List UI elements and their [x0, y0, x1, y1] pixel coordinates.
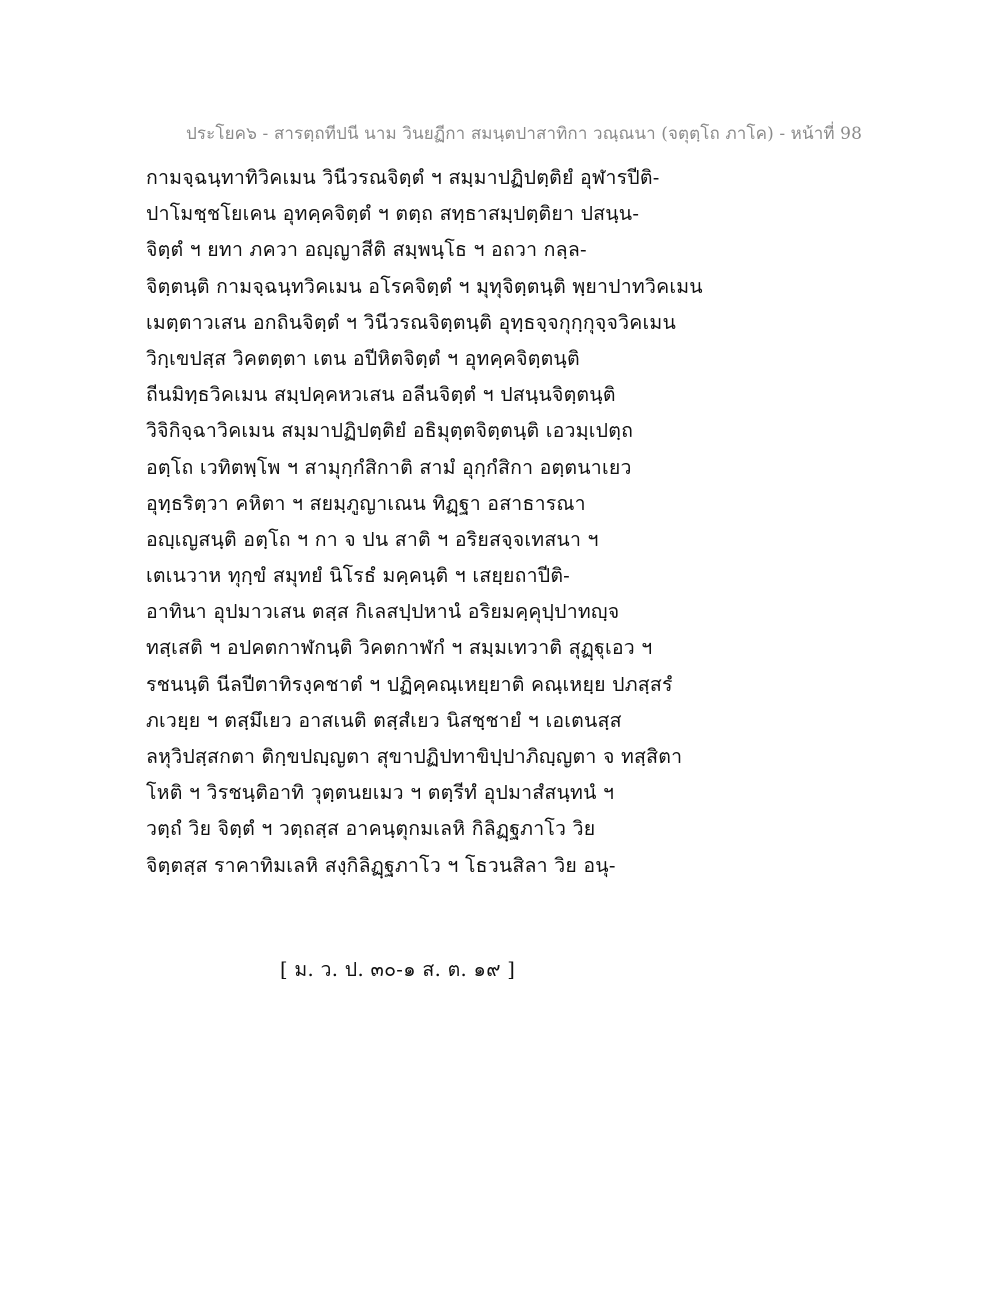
text-line: จิตฺตนฺติ กามจฺฉนฺทวิคเมน อโรคจิตฺตํ ฯ มุทุจิตฺตนฺติ พฺยาปาทวิคเมน — [146, 274, 703, 298]
text-line: ลหุวิปสฺสกตา ติกฺขปญฺญตา สุขาปฏิปทาขิปฺปาภิญฺญตา จ ทสฺสิตา — [146, 745, 683, 768]
text-line: อญฺเญสนฺติ อตฺโถ ฯ กา จ ปน สาติ ฯ อริยสจฺจเทสนา ฯ — [146, 527, 599, 551]
body-text — [146, 160, 906, 884]
text-line: อุทฺธริตฺวา คหิตา ฯ สยมฺภูญาเณน ทิฏฺฐา อสาธารณา — [146, 491, 586, 515]
text-line: รชนนฺติ นีลปีตาทิรงฺคชาตํ ฯ ปฏิคฺคณฺเหยฺยาติ คณฺเหยฺย ปภสฺสรํ — [146, 672, 673, 696]
footnote-reference: [ ม. ว. ป. ๓๐-๑ ส. ต. ๑๙ ] — [280, 958, 516, 981]
text-line: โหติ ฯ วิรชนฺติอาทิ วุตฺตนยเมว ฯ ตตฺรีทํ อุปมาสํสนฺทนํ ฯ — [146, 781, 615, 805]
text-line: เมตฺตาวเสน อกถินจิตฺตํ ฯ วินีวรณจิตฺตนฺติ อุทฺธจฺจกุกฺกุจฺจวิคเมน — [146, 310, 676, 334]
text-line: ปาโมชฺชโยเคน อุทคฺคจิตฺตํ ฯ ตตฺถ สทฺธาสมฺปตฺติยา ปสนฺน- — [146, 202, 640, 226]
text-line: อตฺโถ เวทิตพฺโพ ฯ สามุกฺกํสิกาติ สามํ อุกฺกํสิกา อตฺตนาเยว — [146, 455, 632, 479]
text-line: ภเวยฺย ฯ ตสฺมึเยว อาสเนติ ตสฺสํเยว นิสชฺชายํ ฯ เอเตนสฺส — [146, 708, 622, 732]
text-line: ทสฺเสติ ฯ อปคตกาฬกนฺติ วิคตกาฬกํ ฯ สมฺมเทวาติ สุฏฺฐุเอว ฯ — [146, 636, 653, 660]
text-line: อาทินา อุปมาวเสน ตสฺส กิเลสปฺปหานํ อริยมคฺคุปฺปาทญฺจ — [146, 600, 620, 624]
text-line: ถีนมิทฺธวิคเมน สมฺปคฺคหวเสน อลีนจิตฺตํ ฯ ปสนฺนจิตฺตนฺติ — [146, 383, 616, 407]
text-line: วิจิกิจฺฉาวิคเมน สมฺมาปฏิปตฺติยํ อธิมุตฺตจิตฺตนฺติ เอวมฺเปตฺถ — [146, 419, 634, 443]
page-header: ประโยค๖ - สารตฺถทีปนี นาม วินยฏีกา สมนฺตปาสาทิกา วณฺณนา (จตุตฺโถ ภาโค) - หน้าที่ 98 — [186, 124, 862, 144]
text-line: วิกฺเขปสฺส วิคตตฺตา เตน อปีหิตจิตฺตํ ฯ อุทคฺคจิตฺตนฺติ — [146, 346, 580, 370]
text-line: เตเนวาห ทุกฺขํ สมุทยํ นิโรธํ มคฺคนฺติ ฯ เสยฺยถาปีติ- — [146, 564, 570, 588]
text-line: วตฺถํ วิย จิตฺตํ ฯ วตฺถสฺส อาคนฺตุกมเลหิ กิลิฏฺฐภาโว วิย — [146, 817, 596, 841]
text-line: จิตฺตํ ฯ ยทา ภควา อญฺญาสีติ สมฺพนฺโธ ฯ อถวา กลฺล- — [146, 238, 587, 262]
text-line: จิตฺตสฺส ราคาทิมเลหิ สงฺกิลิฏฺฐภาโว ฯ โธวนสิลา วิย อนุ- — [146, 853, 616, 877]
text-line: กามจฺฉนฺทาทิวิคเมน วินีวรณจิตฺตํ ฯ สมฺมาปฏิปตฺติยํ อุฬารปีติ- — [146, 166, 660, 189]
